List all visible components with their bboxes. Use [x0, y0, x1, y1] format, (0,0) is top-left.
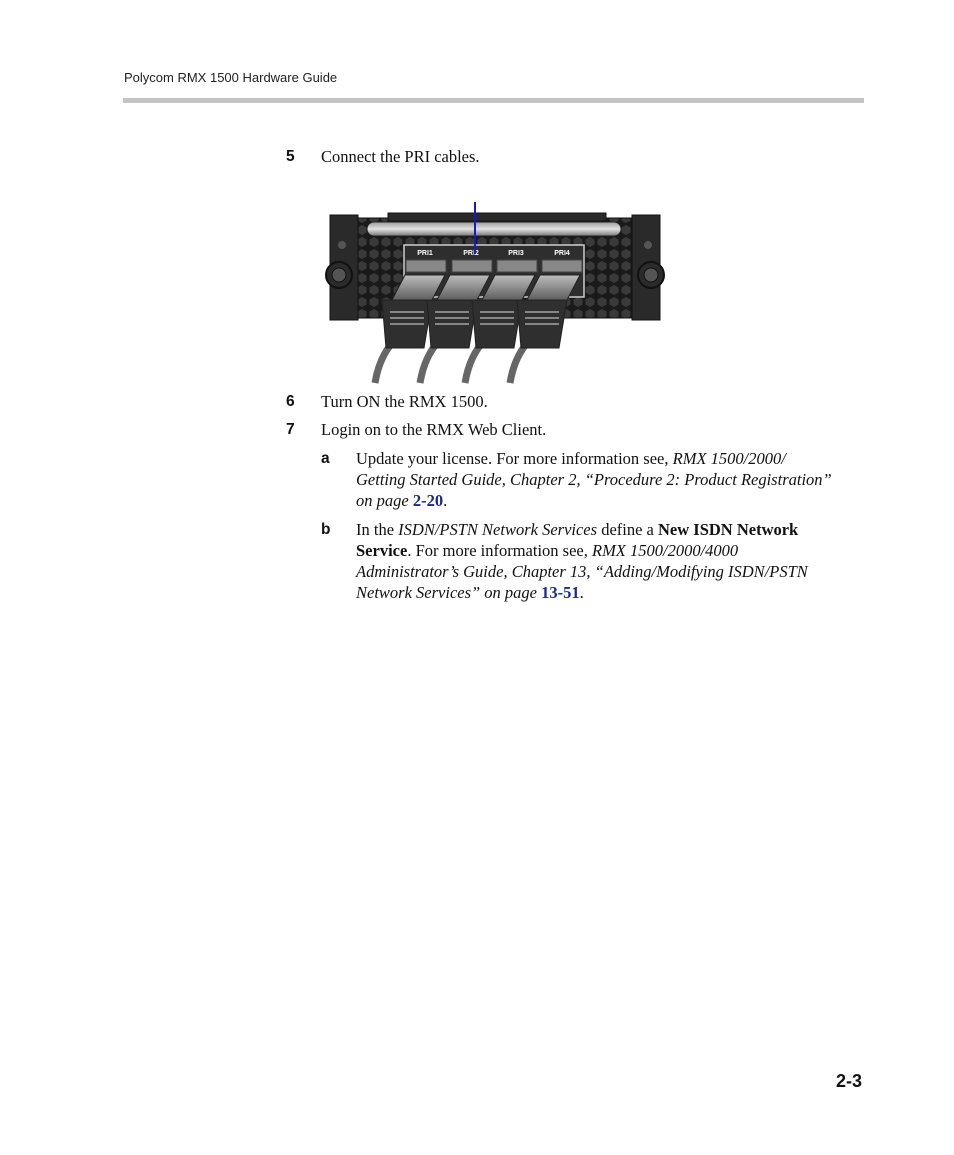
- page-link[interactable]: 13-51: [541, 583, 580, 602]
- doc-reference: Network Services” on page: [356, 583, 542, 602]
- port-label: PRI1: [417, 250, 433, 257]
- doc-reference: RMX 1500/2000/4000: [591, 541, 739, 560]
- step-number: 7: [286, 421, 295, 438]
- step-number: 6: [286, 393, 295, 410]
- doc-reference: Administrator’s Guide, Chapter 13, “Adding/Modifying ISDN/PSTN: [356, 562, 808, 581]
- port-label: PRI3: [508, 250, 524, 257]
- substep-letter: a: [321, 450, 330, 467]
- page-link[interactable]: 2-20: [412, 491, 444, 510]
- header-rule: [123, 98, 864, 103]
- text-run: In the: [356, 520, 399, 539]
- ui-reference: ISDN/PSTN Network Services: [398, 520, 598, 539]
- doc-reference: RMX 1500/2000/: [672, 449, 786, 468]
- doc-reference: on page: [356, 491, 413, 510]
- step-number: 5: [286, 148, 295, 165]
- step-text: Login on to the RMX Web Client.: [321, 420, 547, 439]
- text-run: . For more information see,: [407, 541, 592, 560]
- step-text: Connect the PRI cables.: [321, 147, 480, 166]
- substep-letter: b: [321, 521, 331, 538]
- step-text: Turn ON the RMX 1500.: [321, 392, 488, 411]
- running-header: Polycom RMX 1500 Hardware Guide: [124, 70, 338, 85]
- text-run: Update your license. For more information see,: [356, 449, 673, 468]
- page-number: 2-3: [835, 1071, 862, 1091]
- port-label: PRI2: [463, 250, 479, 257]
- ui-term: Service: [356, 541, 408, 560]
- doc-reference: Getting Started Guide, Chapter 2, “Procedure 2: Product Registration”: [356, 470, 832, 489]
- text-run: .: [579, 583, 584, 602]
- port-label: PRI4: [554, 250, 570, 257]
- pri-cable-figure: [320, 200, 665, 385]
- ui-term: New ISDN Network: [658, 520, 799, 539]
- text-run: define a: [597, 520, 658, 539]
- text-run: .: [443, 491, 448, 510]
